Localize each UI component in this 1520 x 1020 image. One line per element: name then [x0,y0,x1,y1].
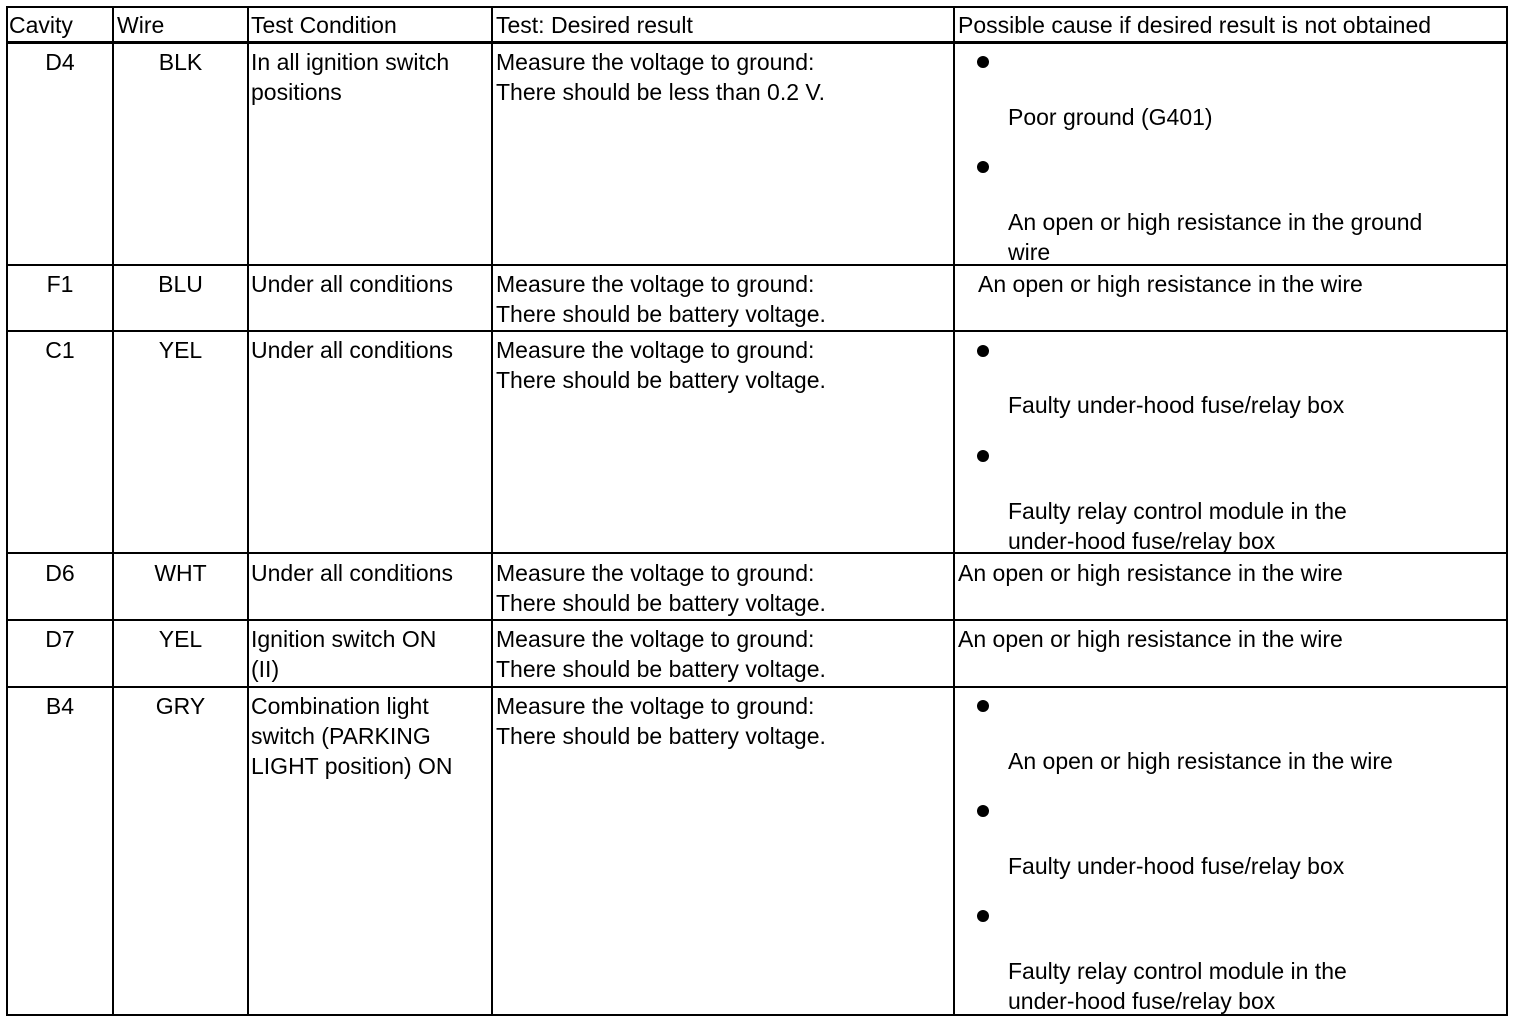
wire-cell: BLK [158,49,203,75]
bullet-icon [977,345,989,357]
result-line: Measure the voltage to ground: [496,271,815,297]
col-divider [247,6,249,1014]
wire-cell: YEL [158,337,203,363]
result-line: There should be battery voltage. [496,590,826,616]
condition-line: LIGHT position) ON [251,753,453,779]
wire-cell: GRY [155,693,206,719]
cavity-cell: D6 [45,560,75,586]
result-line: There should be battery voltage. [496,723,826,749]
cause-text: An open or high resistance in the wire [1008,748,1393,774]
cause-text: An open or high resistance in the wire [958,626,1343,652]
row-divider [6,686,1506,688]
cause-text: Poor ground (G401) [1008,104,1213,130]
wire-cell: BLU [158,271,203,297]
result-line: Measure the voltage to ground: [496,337,815,363]
cause-text: wire [1008,239,1051,265]
wire-cell: YEL [158,626,203,652]
col-divider [491,6,493,1014]
condition-line: positions [251,79,342,105]
result-line: Measure the voltage to ground: [496,693,815,719]
header-cause: Possible cause if desired result is not obtained [958,12,1432,38]
bullet-icon [977,161,989,173]
header-divider [6,41,1506,44]
col-divider [112,6,114,1014]
bullet-icon [977,910,989,922]
result-line: Measure the voltage to ground: [496,626,815,652]
cavity-cell: D4 [45,49,75,75]
condition-line: Under all conditions [251,271,454,297]
row-divider [6,330,1506,332]
result-line: Measure the voltage to ground: [496,49,815,75]
condition-line: (II) [251,656,280,682]
header-cavity: Cavity [9,12,73,38]
cause-text: Faulty under-hood fuse/relay box [1008,853,1345,879]
condition-line: Ignition switch ON [251,626,437,652]
result-line: Measure the voltage to ground: [496,560,815,586]
condition-line: switch (PARKING [251,723,431,749]
cavity-cell: B4 [45,693,75,719]
bullet-icon [977,805,989,817]
condition-line: Under all conditions [251,337,454,363]
row-divider [6,552,1506,554]
condition-line: Under all conditions [251,560,454,586]
cause-text: An open or high resistance in the ground [1008,209,1423,235]
col-divider [953,6,955,1014]
cavity-cell: C1 [45,337,75,363]
header-wire: Wire [117,12,165,38]
cavity-cell: D7 [45,626,75,652]
cause-text: Faulty under-hood fuse/relay box [1008,392,1345,418]
cause-text: Faulty relay control module in the [1008,498,1347,524]
cause-text: under-hood fuse/relay box [1008,988,1276,1014]
result-line: There should be battery voltage. [496,367,826,393]
result-line: There should be battery voltage. [496,301,826,327]
bullet-icon [977,56,989,68]
condition-line: In all ignition switch [251,49,450,75]
cause-text: under-hood fuse/relay box [1008,528,1276,554]
header-result: Test: Desired result [496,12,693,38]
cause-text: An open or high resistance in the wire [958,560,1343,586]
row-divider [6,619,1506,621]
cavity-cell: F1 [46,271,74,297]
header-condition: Test Condition [251,12,397,38]
result-line: There should be battery voltage. [496,656,826,682]
cause-text: An open or high resistance in the wire [978,271,1363,297]
cause-text: Faulty relay control module in the [1008,958,1347,984]
result-line: There should be less than 0.2 V. [496,79,826,105]
row-divider [6,264,1506,266]
bullet-icon [977,450,989,462]
bullet-icon [977,700,989,712]
condition-line: Combination light [251,693,429,719]
wire-cell: WHT [154,560,207,586]
